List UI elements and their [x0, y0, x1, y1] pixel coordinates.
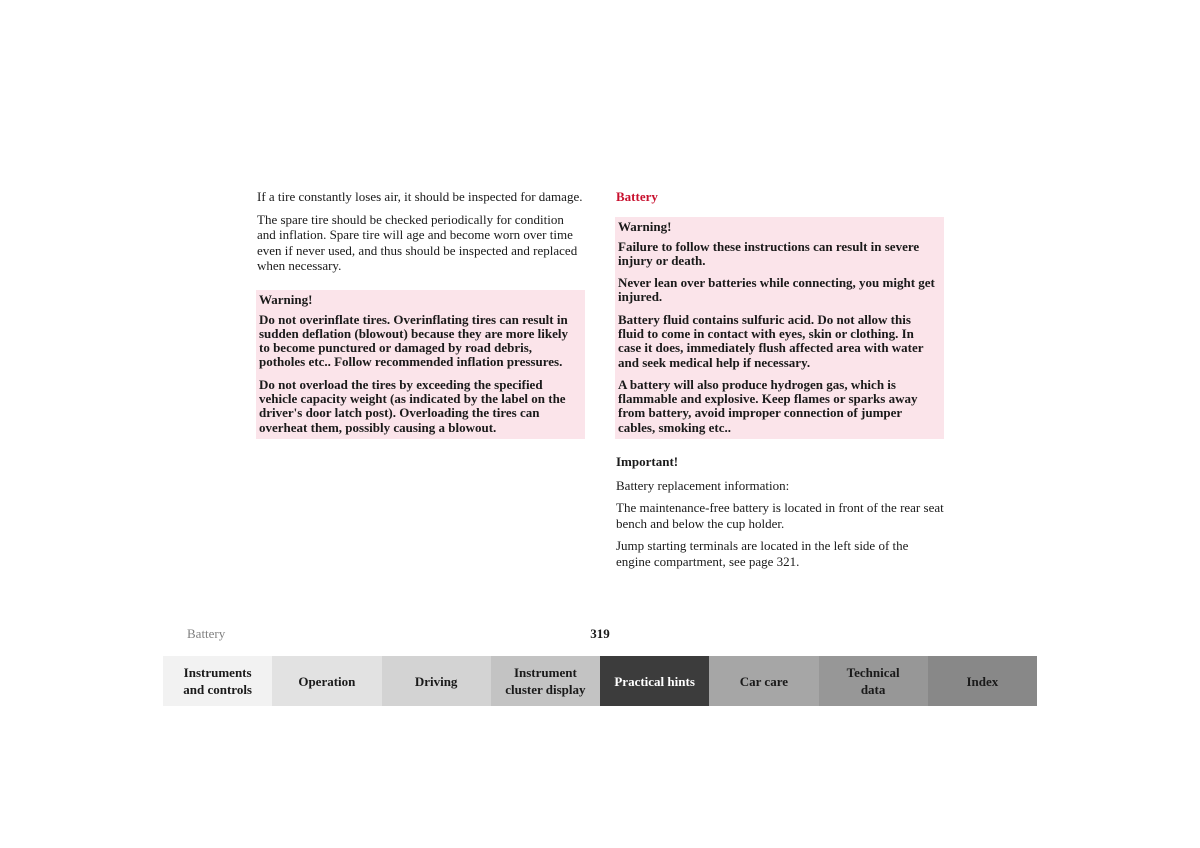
- tab-technical-data[interactable]: Technical data: [819, 656, 928, 706]
- acid-warning: Battery fluid contains sulfuric acid. Do not allow this fluid to come in contact with eyes, skin or clothing. In case it does, immediately flush affected area with water and seek medical help if necessary.: [618, 311, 924, 370]
- overload-warning: Do not overload the tires by exceeding the specified vehicle capacity weight (as indicated by the label on the driver's door latch post). Overloading the tires can overheat them, possibly causing a blowout.: [259, 376, 566, 435]
- injury-warning: Failure to follow these instructions can result in severe injury or death.: [618, 238, 920, 268]
- tab-instruments-and-controls[interactable]: Instruments and controls: [163, 656, 272, 706]
- tab-index[interactable]: Index: [928, 656, 1037, 706]
- tab-operation[interactable]: Operation: [272, 656, 381, 706]
- spare-tire-paragraph: The spare tire should be checked periodically for condition and inflation. Spare tire will age and become worn over time even if never used, and thus should be inspected and replaced when necessary.: [257, 211, 578, 273]
- tab-instrument-cluster-display[interactable]: Instrument cluster display: [491, 656, 600, 706]
- battery-section-title: Battery: [616, 189, 658, 204]
- footer-section-label: Battery: [187, 626, 226, 641]
- overinflate-warning: Do not overinflate tires. Overinflating tires can result in sudden deflation (blowout) because they are more likely to become punctured or damaged by road debris, potholes etc.. Follow recommended inflation pressures.: [259, 311, 568, 370]
- battery-warning-box: [615, 217, 944, 440]
- tab-driving[interactable]: Driving: [382, 656, 491, 706]
- left-column: [257, 189, 585, 446]
- battery-location-paragraph: The maintenance-free battery is located in front of the rear seat bench and below the cup holder.: [616, 500, 944, 531]
- warning-heading: Warning!: [618, 218, 672, 234]
- warning-heading: Warning!: [259, 291, 313, 307]
- page-number: 319: [590, 626, 610, 641]
- tire-warning-box: [256, 290, 585, 439]
- right-column: [616, 189, 944, 576]
- tab-car-care[interactable]: Car care: [709, 656, 818, 706]
- hydrogen-warning: A battery will also produce hydrogen gas, which is flammable and explosive. Keep flames or sparks away from battery, avoid improper connection of jumper cables, smoking etc..: [618, 376, 918, 435]
- tab-practical-hints[interactable]: Practical hints: [600, 656, 709, 706]
- lean-warning: Never lean over batteries while connecting, you might get injured.: [618, 275, 935, 305]
- battery-replacement-info: Battery replacement information:: [616, 477, 790, 493]
- tire-air-loss-paragraph: If a tire constantly loses air, it should be inspected for damage.: [257, 189, 583, 204]
- jump-start-paragraph: Jump starting terminals are located in the left side of the engine compartment, see page 321.: [616, 538, 909, 569]
- chapter-nav-bar: [163, 656, 1037, 706]
- important-heading: Important!: [616, 454, 679, 470]
